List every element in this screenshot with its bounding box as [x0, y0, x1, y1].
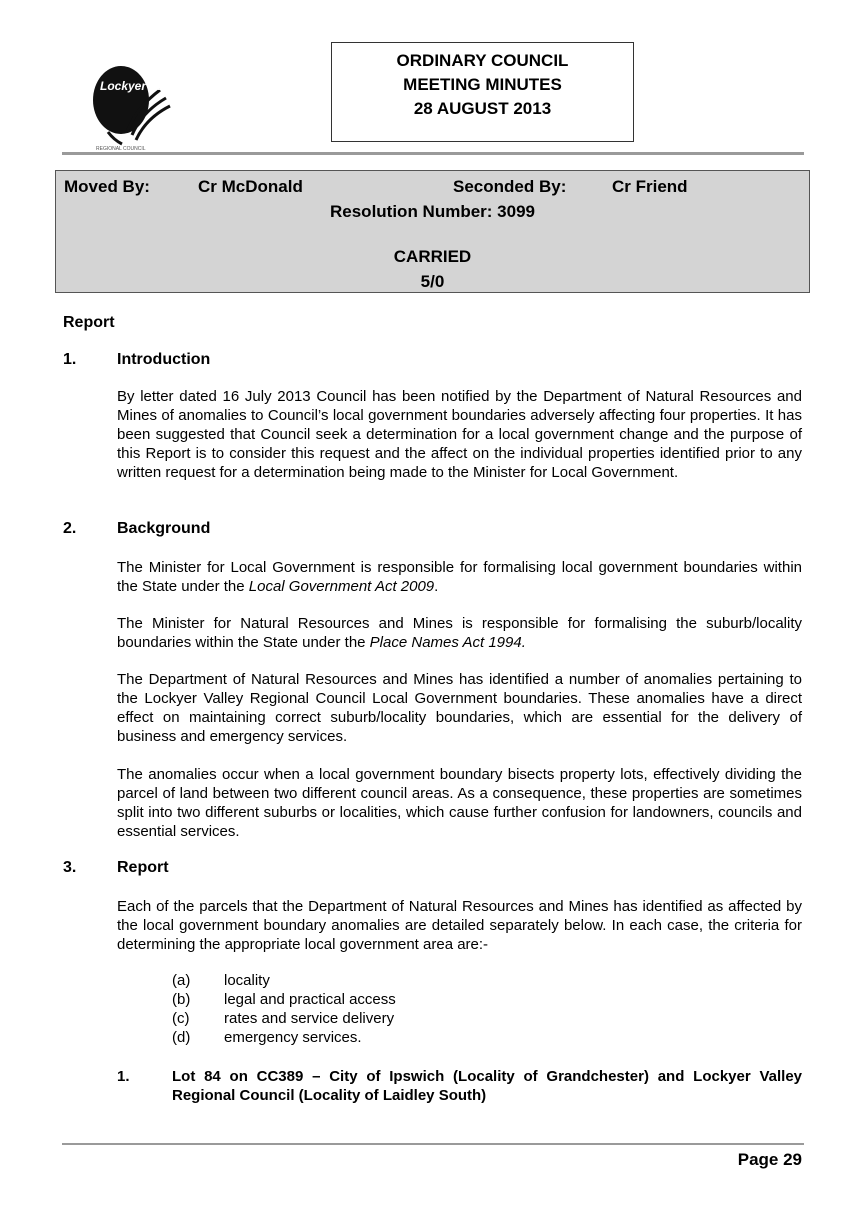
seconded-by-label: Seconded By:	[453, 177, 567, 196]
resolution-vote: 5/0	[420, 272, 445, 291]
document-title-box	[331, 42, 634, 142]
report-heading: Report	[63, 314, 115, 331]
subsection-title: Lot 84 on CC389 – City of Ipswich (Locality of Grandchester) and Lockyer Valley Regional Council (Locality of Laidley South)	[172, 1068, 802, 1104]
resolution-status: CARRIED	[393, 247, 472, 266]
title-line-1: ORDINARY COUNCIL	[396, 51, 569, 70]
section-2-paragraph-1: The Minister for Local Government is responsible for formalising local government boundaries within the State under the Local Government Act 2009.	[117, 559, 802, 595]
logo-subtext: REGIONAL COUNCIL	[96, 146, 146, 152]
section-2-paragraph-3: The Department of Natural Resources and Mines has identified a number of anomalies pertaining to the Lockyer Valley Regional Council Local Government boundaries. These anomalies have a direct effect on maintaining correct suburb/locality boundaries, which are essential for the delivery of business and emergency services.	[117, 671, 802, 745]
section-2-paragraph-2: The Minister for Natural Resources and Mines is responsible for formalising the suburb/locality boundaries within the State under the Place Names Act 1994.	[117, 615, 802, 651]
council-logo	[88, 60, 184, 152]
header-divider	[62, 152, 804, 155]
section-3-paragraph: Each of the parcels that the Department of Natural Resources and Mines has identified as affected by the local government boundary anomalies are detailed separately below. In each case, the criteria for determining the appropriate local government area are:-	[117, 898, 802, 953]
section-1-paragraph: By letter dated 16 July 2013 Council has been notified by the Department of Natural Resources and Mines of anomalies to Council’s local government boundaries adversely affecting four properties. It has been suggested that Council seek a determination for a local government change and the purpose of this Report is to consider this request and the affect on the individual properties identified prior to any written request for a determination being made to the Minister for Local Government.	[117, 388, 802, 481]
section-2-paragraph-4: The anomalies occur when a local government boundary bisects property lots, effectively dividing the parcel of land between two different council areas. As a consequence, these properties are sometimes split into two different suburbs or localities, which cause further confusion for landowners, councils and essential services.	[117, 766, 802, 840]
subsection-number: 1.	[117, 1068, 130, 1085]
criteria-label: (d)	[172, 1029, 191, 1046]
section-2-number: 2.	[63, 520, 77, 537]
criteria-text: rates and service delivery	[224, 1010, 395, 1027]
criteria-text: locality	[224, 972, 270, 989]
criteria-text: emergency services.	[224, 1029, 362, 1046]
criteria-label: (a)	[172, 972, 191, 989]
footer-divider	[62, 1143, 804, 1145]
section-3-title: Report	[117, 859, 169, 876]
logo-text: Lockyer Valley	[100, 79, 184, 93]
criteria-label: (b)	[172, 991, 191, 1008]
title-line-3: 28 AUGUST 2013	[413, 99, 552, 118]
title-line-2: MEETING MINUTES	[403, 75, 562, 94]
section-1-number: 1.	[63, 351, 77, 368]
criteria-text: legal and practical access	[224, 991, 396, 1008]
section-1-title: Introduction	[117, 351, 211, 368]
act-name-local-government: Local Government Act 2009	[248, 578, 435, 595]
resolution-number: Resolution Number: 3099	[330, 202, 535, 221]
criteria-label: (c)	[172, 1010, 190, 1027]
page-number: Page 29	[737, 1150, 802, 1169]
moved-by-label: Moved By:	[64, 177, 150, 196]
resolution-box	[55, 170, 810, 293]
section-2-title: Background	[117, 520, 211, 537]
section-3-number: 3.	[63, 859, 77, 876]
act-name-place-names: Place Names Act 1994.	[369, 634, 526, 651]
moved-by-value: Cr McDonald	[198, 177, 303, 196]
seconded-by-value: Cr Friend	[612, 177, 688, 196]
